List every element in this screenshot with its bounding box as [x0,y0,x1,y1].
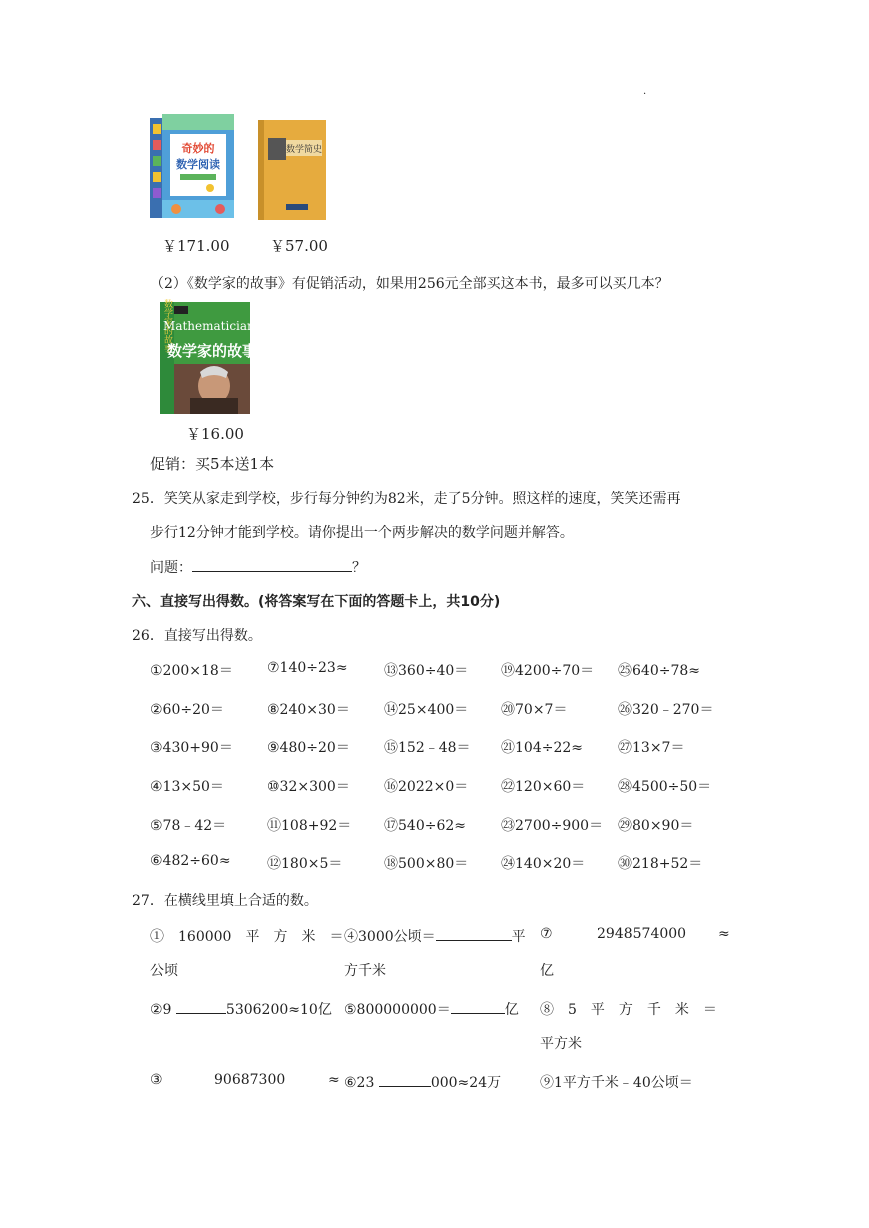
svg-text:数学简史: 数学简史 [285,145,323,155]
svg-text:Mathematicians: Mathematicians [163,319,261,333]
q27-item-5-text: ⑤800000000＝ [344,1002,451,1018]
book-cover-math-reading [150,114,236,220]
book1-price: ￥171.00 [162,237,230,255]
q24-part2-text: （2）《数学家的故事》有促销活动，如果用256元全部买这本书，最多可以买几本？ [150,276,669,292]
q25-line1: 25．笑笑从家走到学校，步行每分钟约为82米，走了5分钟。照这样的速度，笑笑还需再 [132,491,681,507]
q27-item-7-number: 2948574000 [597,926,687,942]
q27-item-5-unit: 亿 [504,1002,519,1018]
q26-item: ㉑104÷22≈ [501,740,583,756]
q26-item: ㉕640÷78≈ [618,663,700,679]
q27-item-5-blank[interactable] [451,999,505,1014]
q27-item-4-line2: 方千米 [344,963,386,979]
q27-item-7-line2: 亿 [540,963,554,979]
q26-item: ⑦140÷23≈ [267,660,348,676]
svg-text:数学阅读: 数学阅读 [176,158,220,171]
q26-item: ㉙80×90＝ [618,818,694,834]
section6-heading: 六、直接写出得数。(将答案写在下面的答题卡上，共10分) [132,594,501,610]
q26-item: ⑳70×7＝ [501,702,568,718]
q25-question-row [150,557,366,577]
q27-item-8-line1: ⑧ 5 平 方 千 米 ＝ [540,1002,717,1018]
q27-item-7-approx: ≈ [718,926,730,942]
q27-item-5 [344,999,519,1019]
svg-text:数学家的故事: 数学家的故事 [162,299,172,353]
q26-item: ①200×18＝ [150,663,233,679]
q26-item: ④13×50＝ [150,779,224,795]
svg-text:奇妙的: 奇妙的 [181,142,215,155]
q26-item: ㉘4500÷50＝ [618,779,712,795]
q26-item: ㉚218+52＝ [618,856,703,872]
q26-item: ⑲4200÷70＝ [501,663,595,679]
q27-item-4-text: ④3000公顷＝ [344,929,436,945]
q27-item-4-blank[interactable] [436,926,512,941]
q26-item: ⑯2022×0＝ [384,779,469,795]
book-cover-math-history [258,120,326,220]
q26-item: ⑬360÷40＝ [384,663,469,679]
q27-item-2-blank[interactable] [176,999,226,1014]
book2-price: ￥57.00 [270,237,328,255]
q27-title: 27．在横线里填上合适的数。 [132,893,318,909]
q26-item: ㉗13×7＝ [618,740,685,756]
q27-item-2-rest: 5306200≈10亿 [225,1002,332,1018]
q25-question-end: ？ [352,560,366,576]
q27-item-1-line1: ① 160000 平 方 米 ＝ [150,929,344,945]
q26-item: ⑪108+92＝ [267,818,352,834]
q26-item: ⑥482÷60≈ [150,853,231,869]
q26-item: ⑰540÷62≈ [384,818,466,834]
q27-item-4-line1 [344,926,526,946]
q27-item-6-text: ⑥23 [344,1075,375,1091]
q27-item-4-unit: 平 [511,929,526,945]
q26-item: ㉔140×20＝ [501,856,586,872]
q26-item: ⑫180×5＝ [267,856,343,872]
q26-item: ㉒120×60＝ [501,779,586,795]
q27-item-1-line2: 公顷 [150,963,178,979]
q27-item-3-label: ③ [150,1072,163,1088]
book-cover-mathematicians [160,299,261,414]
q25-question-label: 问题： [150,560,192,576]
q27-item-3-number: 90687300 [214,1072,286,1088]
q27-item-2 [150,999,332,1019]
q27-item-6 [344,1072,501,1092]
q26-title: 26．直接写出得数。 [132,628,262,644]
q26-item: ⑭25×400＝ [384,702,469,718]
q26-item: ⑨480÷20＝ [267,740,350,756]
q26-item: ㉓2700÷900＝ [501,818,604,834]
q27-item-6-blank[interactable] [379,1072,431,1087]
q27-item-7-label: ⑦ [540,926,553,942]
book3-price: ￥16.00 [186,425,244,443]
q25-question-blank[interactable] [192,557,352,572]
q26-item: ㉖320﹣270＝ [618,702,714,718]
q26-item: ③430+90＝ [150,740,233,756]
q27-item-9: ⑨1平方千米﹣40公顷＝ [540,1075,693,1091]
q27-item-6-rest: 000≈24万 [430,1075,502,1091]
page-marker-dot: . [643,86,647,97]
q26-item: ⑱500×80＝ [384,856,469,872]
svg-text:数学家的故事: 数学家的故事 [166,342,258,360]
q26-item: ⑩32×300＝ [267,779,350,795]
q27-item-8-line2: 平方米 [540,1036,582,1052]
q25-line2: 步行12分钟才能到学校。请你提出一个两步解决的数学问题并解答。 [150,525,574,541]
q27-item-3-approx: ≈ [328,1072,340,1088]
q26-item: ⑤78﹣42＝ [150,818,227,834]
q27-item-2-text: ②9 [150,1002,172,1018]
promo-text: 促销：买5本送1本 [150,455,275,473]
q26-item: ⑧240×30＝ [267,702,350,718]
q26-item: ⑮152﹣48＝ [384,740,471,756]
q26-item: ②60÷20＝ [150,702,224,718]
